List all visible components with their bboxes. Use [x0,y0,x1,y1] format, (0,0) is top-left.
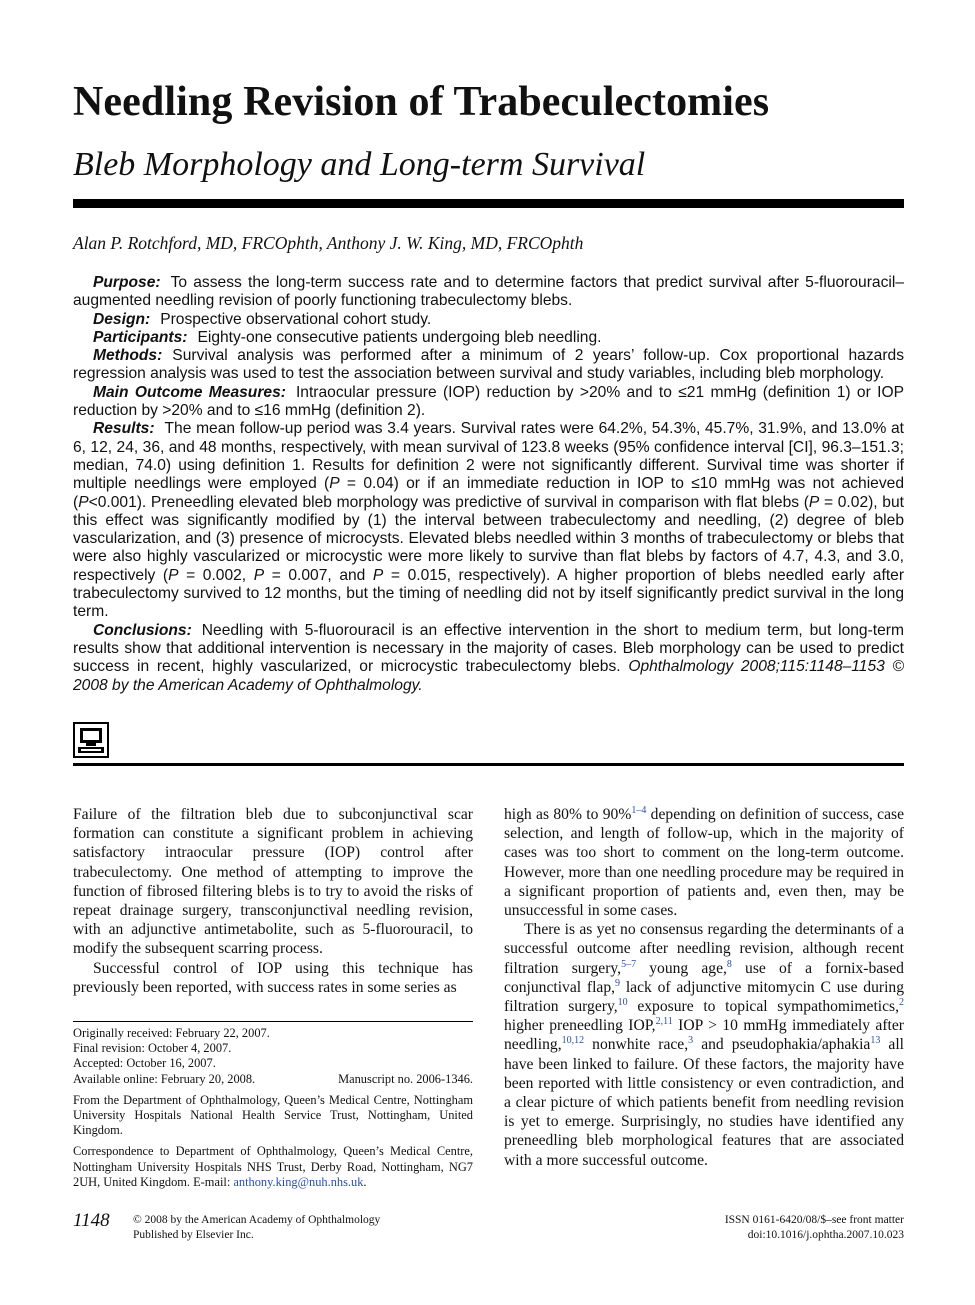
issn: ISSN 0161-6420/08/$–see front matter [724,1214,904,1226]
copyright: © 2008 by the American Academy of Ophthalmology [133,1214,381,1226]
email-link[interactable]: anthony.king@nuh.nhs.uk [233,1174,364,1189]
correspondence: Correspondence to Department of Ophthalmology, Queen’s Medical Centre, Nottingham University Hospitals NHS Trust, Derby Road, Nottingham, NG7 2UH, United Kingdom. E-mail: anthony.king@nuh.nhs.uk. [73,1144,473,1189]
body-paragraph: Failure of the filtration bleb due to subconjunctival scar formation can constitute a significant problem in achieving satisfactory intraocular pressure (IOP) control after trabeculectomy. One method of attempting to improve the function of fibrosed filtering blebs is to try to avoid the risks of repeat drainage surgery, transconjunctival needling revision, with an adjunctive antimetabolite, such as 5-fluorouracil, to modify the subsequent scarring process. [73,806,473,958]
footnotes [73,1026,473,1190]
abstract-results: Results: The mean follow-up period was 3.4 years. Survival rates were 64.2%, 54.3%, 45.7%, 31.9%, and 13.0% at 6, 12, 24, 36, and 48 months, respectively, with mean survival of 123.8 weeks (95% confidence interval [CI], 96.3–151.3; median, 74.0) using definition 1. Results for definition 2 were not significantly different. Survival time was shorter if multiple needlings were employed (P = 0.04) or if an immediate reduction in IOP to ≤10 mmHg was not achieved (P<0.001). Preneedling elevated bleb morphology was predictive of survival in comparison with flat blebs (P = 0.02), but this effect was significantly modified by (1) the interval between trabeculectomy and needling, (2) degree of bleb vascularization, and (3) presence of microcysts. Elevated blebs needled within 3 months of trabeculectomy or blebs that were also highly vascularized or microcystic were more likely to survive than flat blebs by factors of 4.7, 4.3, and 3.0, respectively (P = 0.002, P = 0.007, and P = 0.015, respectively). A higher proportion of blebs needled early after trabeculectomy survived to 12 months, but the timing of needling did not by itself significantly predict survival in the long term. [73,420,905,621]
body-column-left [73,805,473,997]
footer-right [725,1213,904,1243]
ref-link[interactable]: 2 [899,996,904,1008]
abstract-methods: Methods: Survival analysis was performed after a minimum of 2 years’ follow-up. Cox proportional hazards regression analysis was used to test the association between survival and study variables, including bleb morphology. [73,347,904,383]
body-paragraph: Successful control of IOP using this technique has previously been reported, with success rates in some series as [73,959,473,996]
received-date: Originally received: February 22, 2007. [73,1026,270,1040]
abstract-main-outcome: Main Outcome Measures: Intraocular pressure (IOP) reduction by >20% and to ≤21 mmHg (definition 1) or IOP reduction by >20% and to ≤16 mmHg (definition 2). [73,383,904,420]
citation: Ophthalmology 2008;115:1148–1153 © 2008 by the American Academy of Ophthalmology. [73,658,904,694]
abstract-purpose: Purpose: To assess the long-term success rate and to determine factors that predict survival after 5-fluorouracil–augmented needling revision of poorly functioning trabeculectomy blebs. [73,274,904,310]
abstract [73,274,904,695]
body-paragraph: high as 80% to 90%$^{1-4}$ depending on definition of success, case selection, and length of follow-up, which in the majority of cases was too short to comment on the long-term outcome. However, more than one needling procedure may be required in a significant proportion of patients and, even then, may be unsuccessful in some cases. [504,804,904,920]
abstract-participants: Participants: Eighty-one consecutive patients undergoing bleb needling. [93,328,602,346]
ref-link[interactable]: 9 [615,977,621,989]
title-divider [73,199,904,208]
doi: doi:10.1016/j.ophtha.2007.10.023 [747,1229,904,1241]
final-revision-date: Final revision: October 4, 2007. [73,1041,232,1056]
ref-link[interactable]: 10,12 [561,1035,585,1047]
accepted-date: Accepted: October 16, 2007. [73,1056,216,1071]
ref-link[interactable]: 3 [688,1035,694,1047]
article-subtitle: Bleb Morphology and Long-term Survival [73,146,646,183]
body-column-right [504,805,904,1170]
abstract-design: Design: Prospective observational cohort study. [93,310,432,328]
ref-link[interactable]: 2,11 [655,1016,673,1028]
ref-link[interactable]: 8 [726,958,732,970]
ref-link[interactable]: 10 [617,996,628,1008]
computer-terminal-icon [73,722,109,758]
manuscript-number: Manuscript no. 2006-1346. [338,1071,473,1086]
affiliation: From the Department of Ophthalmology, Queen’s Medical Centre, Nottingham University Hospitals National Health Service Trust, Nottingham, United Kingdom. [73,1092,473,1138]
ref-link[interactable]: 13 [870,1035,881,1047]
ref-link[interactable]: 1–4 [631,804,647,816]
abstract-conclusions: Conclusions: Needling with 5-fluorouracil is an effective intervention in the short to medium term, but long-term results show that additional intervention is necessary in the majority of cases. Bleb morphology can be used to predict success in recent, highly vascularized, or microcystic trabeculectomy blebs. Ophthalmology 2008;115:1148–1153 © 2008 by the American Academy of Ophthalmology. [73,621,904,694]
footer-left [133,1213,380,1243]
page-number: 1148 [73,1210,110,1231]
ref-link[interactable]: 5–7 [621,958,637,970]
online-date: Available online: February 20, 2008. [73,1071,256,1086]
authors: Alan P. Rotchford, MD, FRCOphth, Anthony J. W. King, MD, FRCOphth [73,233,584,253]
publisher: Published by Elsevier Inc. [133,1229,254,1241]
article-title: Needling Revision of Trabeculectomies [73,79,770,125]
abstract-divider [73,763,904,766]
footnote-divider [73,1021,473,1022]
body-paragraph: There is as yet no consensus regarding the determinants of a successful outcome after needling revision, although recent filtration surgery,$^{5-7}$ young age,$^8$ use of a fornix-based conjunctival flap,$^9$ lack of adjunctive mitomycin C use during filtration surgery,$^{10}$ exposure to topical sympathomimetics,$^2$ higher preneedling IOP,$^{2,11}$ IOP > 10 mmHg immediately after needling,$^{10,12}$ nonwhite race,$^3$ and pseudophakia/aphakia$^{13}$ all have been linked to failure. Of these factors, the majority have been reported with little consistency or even contradiction, and a clear picture of which patients benefit from needling revision is yet to emerge. Surprisingly, no studies have identified any preneedling bleb morphological features that are associated with a more successful outcome. [504,921,905,1169]
